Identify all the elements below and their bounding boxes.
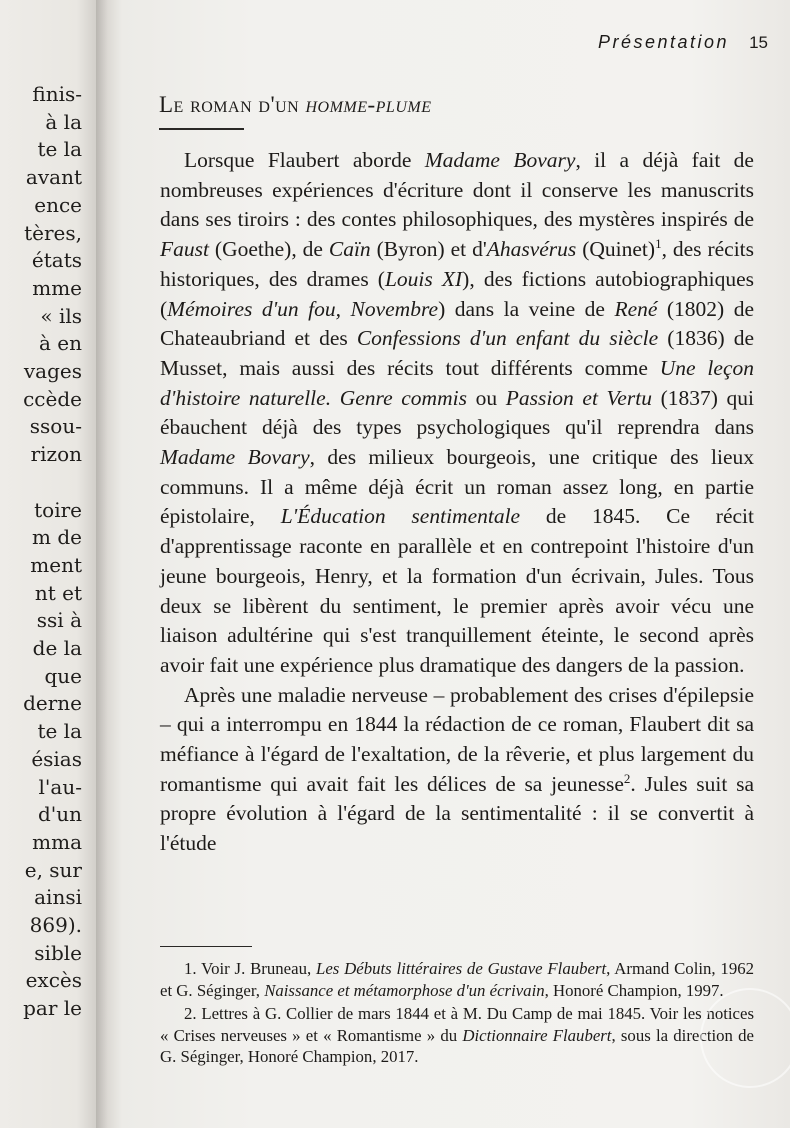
section-title-italic: homme-plume	[305, 92, 432, 117]
left-page-fragment: mma	[32, 829, 82, 854]
left-page-fragment: derne	[23, 691, 82, 716]
left-page-fragment: mme	[32, 275, 82, 300]
left-page-fragment: finis-	[32, 82, 82, 106]
left-page-fragment: « ils	[40, 303, 82, 328]
book-gutter	[96, 0, 122, 1128]
left-page-fragment: à en	[39, 331, 82, 356]
left-page-fragment: d'un	[37, 802, 82, 827]
right-page	[122, 0, 790, 1128]
running-header	[598, 32, 768, 53]
footnotes	[160, 958, 754, 1070]
left-page-fragment: sible	[34, 940, 82, 965]
left-page-fragment: te la	[37, 719, 82, 744]
left-page-fragment: excès	[25, 968, 82, 993]
footnote-2: 2. Lettres à G. Collier de mars 1844 et à M. Du Camp de mai 1845. Voir les notices « Crises nerveuses » et « Romantisme » du Dictionnaire Flaubert, sous la direction de G. Séginger, Honoré Champion, 2017.	[160, 1004, 754, 1066]
page-number: 15	[749, 33, 768, 52]
left-page-fragment: 869).	[29, 913, 82, 937]
left-page-fragment: ésias	[31, 746, 82, 771]
left-page-fragment: à la	[45, 109, 82, 134]
footnote-1: 1. Voir J. Bruneau, Les Débuts littéraires de Gustave Flaubert, Armand Colin, 1962 et G. Séginger, Naissance et métamorphose d'un écrivain, Honoré Champion, 1997.	[160, 959, 754, 1000]
left-page-fragment: ment	[30, 552, 82, 577]
left-page-fragment: états	[31, 248, 82, 273]
left-page-fragment: de la	[32, 636, 82, 660]
title-underline	[159, 128, 244, 130]
footnote-separator	[160, 946, 252, 947]
left-page-fragment: vages	[23, 359, 82, 383]
left-page-fragment: par le	[23, 996, 82, 1021]
footnote-ref-1[interactable]: 1	[655, 235, 662, 251]
footnote-ref-2[interactable]: 2	[623, 770, 631, 786]
left-page-fragment: l'au-	[38, 774, 82, 799]
left-page-fragment: ssi à	[36, 608, 82, 633]
left-page-fragment: avant	[25, 165, 82, 190]
paragraph-2: Après une maladie nerveuse – probablement des crises d'épilepsie – qui a interrompu en 1844 la rédaction de ce roman, Flaubert dit sa méfiance à l'égard de l'exaltation, de la rêverie, et plus largement du romantisme qui avait fait les délices de sa jeunesse$^2$. Jules suit sa propre évolution à l'égard de la sentimentalité : il se convertit à l'étude	[160, 682, 754, 856]
section-title	[159, 92, 431, 118]
left-page-fragment: ssou-	[29, 414, 82, 439]
running-title: Présentation	[598, 32, 730, 52]
left-page-fragment: que	[44, 663, 82, 688]
left-page-fragment: tères,	[24, 220, 82, 245]
left-page-fragment: ainsi	[34, 885, 82, 910]
left-page-fragment: ence	[34, 192, 82, 217]
left-page-fragment: rizon	[30, 442, 82, 467]
left-page-fragment: ccède	[23, 386, 82, 411]
paragraph-1: Lorsque Flaubert aborde Madame Bovary, il a déjà fait de nombreuses expériences d'écriture dont il conserve les manuscrits dans ses tiroirs : des contes philosophiques, des mystères inspirés de Faust (Goethe), de Caïn (Byron) et d'Ahasvérus (Quinet)$^1$, des récits historiques, des drames (Louis XI), des fictions autobiographiques (Mémoires d'un fou, Novembre) dans la veine de René (1802) de Chateaubriand et des Confessions d'un enfant du siècle (1836) de Musset, mais aussi des récits tout différents comme Une leçon d'histoire naturelle. Genre commis ou Passion et Vertu (1837) qui ébauchent déjà des types psychologiques qu'il reprendra dans Madame Bovary, des milieux bourgeois, une critique des lieux communs. Il a même déjà écrit un roman assez long, en partie épistolaire, L'Éducation sentimentale de 1845. Ce récit d'apprentissage raconte en parallèle et en contrepoint l'histoire d'un jeune bourgeois, Henry, et la formation d'un écrivain, Jules. Tous deux se libèrent du sentiment, le premier après avoir vécu une liaison adultérine qui s'est tranquillement éteinte, le second après avoir fait une expérience plus dramatique des dangers de la passion.	[160, 148, 755, 677]
section-title-prefix: Le roman d'un	[159, 92, 306, 117]
left-page-fragment: toire	[34, 497, 82, 522]
body-text	[160, 146, 754, 859]
left-page	[0, 0, 96, 1128]
left-page-fragment: m de	[32, 525, 82, 550]
left-page-fragment: e, sur	[24, 857, 82, 882]
left-page-fragment: nt et	[34, 580, 82, 605]
left-page-fragment: te la	[37, 137, 82, 162]
